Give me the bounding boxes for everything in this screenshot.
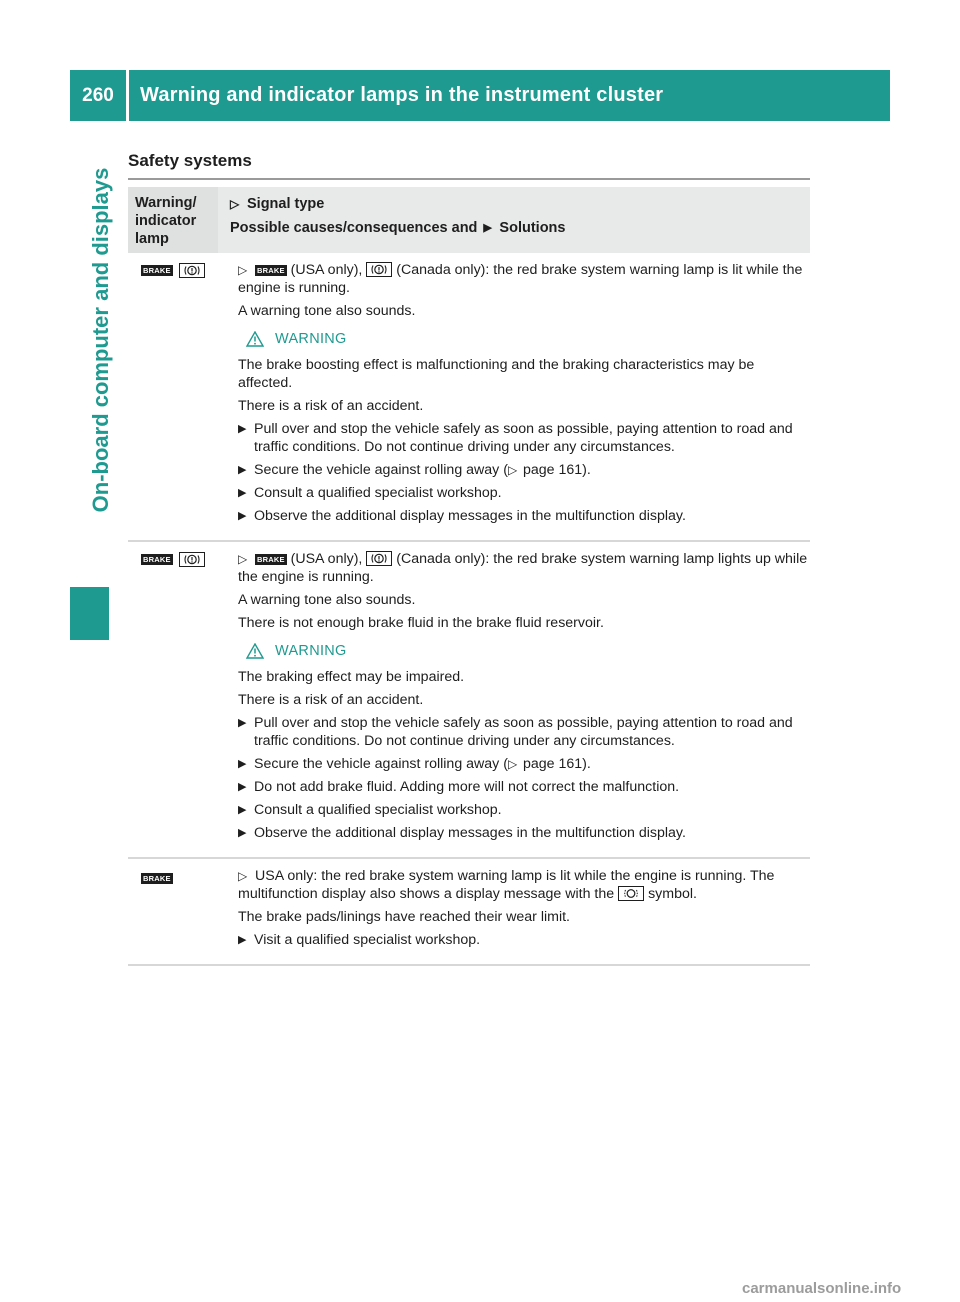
warning-label: WARNING bbox=[275, 643, 347, 659]
col1-header: Warning/ indicator lamp bbox=[128, 187, 218, 253]
lamp-cell bbox=[128, 542, 226, 857]
action-arrow-icon: ▶ bbox=[238, 423, 247, 435]
table-header bbox=[128, 187, 810, 253]
action-arrow-icon: ▶ bbox=[483, 222, 492, 234]
warning-text: The brake boosting effect is malfunctioning and the braking characteristics may be affected. bbox=[238, 357, 755, 391]
warning-heading bbox=[246, 330, 810, 348]
description-cell bbox=[226, 253, 810, 540]
action-item: ▶ Pull over and stop the vehicle safely as soon as possible, paying attention to road and traffic conditions. Do not continue driving under any circumstances. bbox=[238, 421, 793, 455]
action-item: ▶ Consult a qualified specialist workshop. bbox=[238, 485, 502, 501]
brake-lamp-icon: BRAKE bbox=[143, 874, 171, 883]
action-arrow-icon: ▶ bbox=[238, 781, 247, 793]
page-reference-link[interactable]: page 161). bbox=[522, 756, 591, 772]
signal-triangle-icon: ▷ bbox=[238, 869, 248, 883]
col2-header-line2b: Solutions bbox=[499, 220, 566, 236]
description-cell bbox=[226, 542, 810, 857]
brake-lamp-icon: BRAKE bbox=[257, 555, 285, 564]
action-item: ▶ Consult a qualified specialist workshop. bbox=[238, 802, 502, 818]
warning-triangle-icon bbox=[246, 331, 264, 347]
page-reference-link[interactable]: page 161). bbox=[522, 462, 591, 478]
action-arrow-icon: ▶ bbox=[238, 464, 247, 476]
action-arrow-icon: ▶ bbox=[238, 804, 247, 816]
signal-triangle-icon: ▷ bbox=[238, 263, 248, 277]
brake-lamp-icon: BRAKE bbox=[143, 555, 171, 564]
description-cell bbox=[226, 859, 810, 964]
action-item: ▶ Observe the additional display messages in the multifunction display. bbox=[238, 508, 686, 524]
watermark: carmanualsonline.info bbox=[742, 1280, 902, 1297]
paragraph: There is not enough brake fluid in the brake fluid reservoir. bbox=[238, 615, 604, 631]
action-arrow-icon: ▶ bbox=[238, 827, 247, 839]
section-title: Safety systems bbox=[128, 151, 252, 170]
brake-circle-lamp-icon bbox=[179, 263, 205, 278]
warning-text: There is a risk of an accident. bbox=[238, 398, 424, 414]
paragraph: The brake pads/linings have reached their wear limit. bbox=[238, 909, 570, 925]
table-row bbox=[128, 542, 810, 859]
lamp-table bbox=[128, 187, 810, 966]
lead-text: ▷ USA only: the red brake system warning lamp is lit while the engine is running. The multifunction display also shows a display message with the symbol. bbox=[238, 868, 775, 902]
brake-lamp-icon: BRAKE bbox=[257, 266, 285, 275]
table-row bbox=[128, 253, 810, 542]
brake-circle-lamp-icon bbox=[179, 552, 205, 567]
brake-wear-icon bbox=[618, 886, 644, 901]
brake-circle-lamp-icon bbox=[366, 551, 392, 566]
section-rule bbox=[128, 178, 810, 180]
action-item: ▶ Secure the vehicle against rolling away (▷ page 161). bbox=[238, 462, 591, 478]
col2-header-line2a: Possible causes/consequences and bbox=[230, 220, 478, 236]
signal-triangle-icon: ▷ bbox=[238, 552, 248, 566]
action-item: ▶ Pull over and stop the vehicle safely as soon as possible, paying attention to road and traffic conditions. Do not continue driving under any circumstances. bbox=[238, 715, 793, 749]
table-row bbox=[128, 859, 810, 966]
warning-triangle-icon bbox=[246, 643, 264, 659]
warning-label: WARNING bbox=[275, 331, 347, 347]
lead-text: ▷ BRAKE (USA only), (Canada only): the red brake system warning lamp lights up while the engine is running. bbox=[238, 551, 808, 585]
signal-triangle-icon: ▷ bbox=[230, 197, 240, 211]
warning-text: The braking effect may be impaired. bbox=[238, 669, 465, 685]
side-tab-label: On-board computer and displays bbox=[88, 167, 113, 513]
page-ref-triangle-icon: ▷ bbox=[507, 463, 518, 477]
action-item: ▶ Do not add brake fluid. Adding more will not correct the malfunction. bbox=[238, 779, 680, 795]
action-arrow-icon: ▶ bbox=[238, 758, 247, 770]
side-tab-marker bbox=[70, 587, 109, 640]
col2-header bbox=[218, 187, 810, 253]
paragraph: A warning tone also sounds. bbox=[238, 592, 416, 608]
action-item: ▶ Visit a qualified specialist workshop. bbox=[238, 932, 481, 948]
paragraph: A warning tone also sounds. bbox=[238, 303, 416, 319]
lead-text: ▷ BRAKE (USA only), (Canada only): the red brake system warning lamp is lit while the engine is running. bbox=[238, 262, 803, 296]
lamp-cell bbox=[128, 859, 226, 964]
page-title: Warning and indicator lamps in the instrument cluster bbox=[140, 84, 664, 106]
action-arrow-icon: ▶ bbox=[238, 717, 247, 729]
action-arrow-icon: ▶ bbox=[238, 487, 247, 499]
action-item: ▶ Secure the vehicle against rolling away (▷ page 161). bbox=[238, 756, 591, 772]
brake-lamp-icon: BRAKE bbox=[143, 266, 171, 275]
page-ref-triangle-icon: ▷ bbox=[507, 757, 518, 771]
action-arrow-icon: ▶ bbox=[238, 510, 247, 522]
header-divider bbox=[126, 70, 129, 121]
lamp-cell bbox=[128, 253, 226, 540]
col2-header-line1: Signal type bbox=[247, 196, 325, 212]
action-item: ▶ Observe the additional display messages in the multifunction display. bbox=[238, 825, 686, 841]
page-number: 260 bbox=[82, 85, 114, 106]
action-arrow-icon: ▶ bbox=[238, 934, 247, 946]
warning-heading bbox=[246, 642, 810, 660]
brake-circle-lamp-icon bbox=[366, 262, 392, 277]
warning-text: There is a risk of an accident. bbox=[238, 692, 424, 708]
